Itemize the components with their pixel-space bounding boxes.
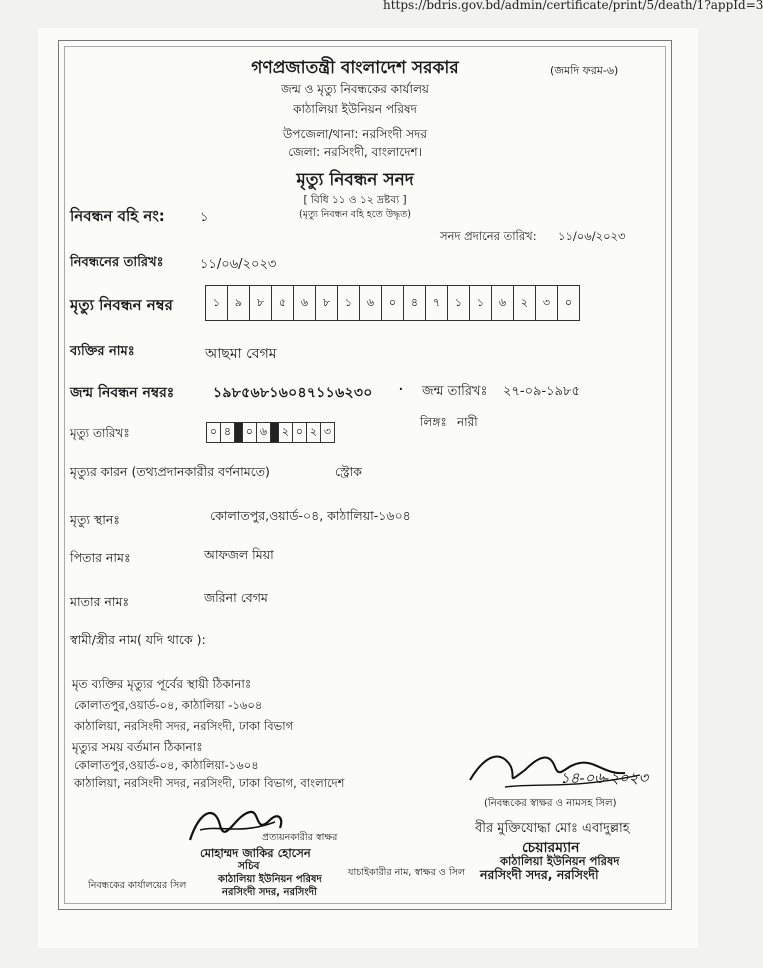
date-separator — [271, 423, 279, 442]
chairman-name: বীর মুক্তিযোদ্ধা মোঃ এবাদুল্লাহ — [475, 821, 630, 836]
mother-label: মাতার নামঃ — [70, 594, 130, 609]
registration-date-label: নিবন্ধনের তারিখঃ — [70, 255, 164, 270]
registration-digit-box: ৬ — [294, 286, 316, 320]
registration-digit-box: ৮ — [250, 286, 272, 320]
registration-digit-box: ১ — [338, 286, 360, 320]
person-name-value: আছমা বেগম — [205, 346, 277, 362]
death-place-label: মৃত্যু স্থানঃ — [70, 512, 120, 527]
registrar-date: ১৪-০৬-২০২৩ — [560, 769, 649, 787]
secretary-name: মোহাম্মদ জাকির হোসেন — [200, 846, 311, 860]
person-name-label: ব্যক্তির নামঃ — [70, 344, 135, 359]
extract-note: (মৃত্যু নিবন্ধন বহি হতে উদ্ধৃত) — [299, 209, 411, 220]
registration-digit-box: ০ — [382, 286, 404, 320]
browser-url: https://bdris.gov.bd/admin/certificate/print/5/death/1?appId=3 — [383, 0, 763, 12]
secretary-union: কাঠালিয়া ইউনিয়ন পরিষদ — [218, 874, 322, 885]
death-date-boxes — [206, 422, 335, 443]
chairman-union: কাঠালিয়া ইউনিয়ন পরিষদ — [500, 854, 620, 868]
death-date-digit-box: ৬ — [257, 423, 271, 442]
book-number-label: নিবন্ধন বহি নং: — [70, 207, 165, 225]
district-line: জেলা: নরসিংদী, বাংলাদেশ। — [288, 145, 422, 159]
issue-date-label: সনদ প্রদানের তারিখ: — [440, 229, 537, 243]
dot-mark: · — [398, 379, 404, 400]
death-date-digit-box: ০ — [243, 423, 257, 442]
sex-value: নারী — [457, 415, 478, 429]
checker-note: যাচাইকারীর নাম, স্বাক্ষর ও সিল — [348, 867, 465, 878]
permanent-address-line1: কোলাতপুর,ওয়ার্ড-০৪, কাঠালিয়া -১৬০৪ — [74, 698, 263, 712]
dob-label: জন্ম তারিখঃ — [422, 384, 488, 399]
registration-digit-box: ৭ — [426, 286, 448, 320]
issue-date-value: ১১/০৬/২০২৩ — [558, 229, 626, 243]
secretary-place: নরসিংদী সদর, নরসিংদী — [222, 887, 317, 898]
death-date-digit-box: ০ — [207, 423, 221, 442]
registration-date-value: ১১/০৬/২০২৩ — [200, 257, 277, 272]
registration-digit-box: ১ — [470, 286, 492, 320]
registration-digit-box: ১ — [206, 286, 228, 320]
date-separator — [235, 423, 243, 442]
registration-digit-box: ৮ — [316, 286, 338, 320]
verifier-note: প্রত্যয়নকারীর স্বাক্ষর — [262, 832, 338, 843]
registration-digit-box: ৩ — [536, 286, 558, 320]
registration-digit-box: ৬ — [360, 286, 382, 320]
upazila-line: উপজেলা/থানা: নরসিংদী সদর — [283, 127, 427, 141]
form-number: (জমদি ফরম-৬) — [550, 64, 619, 77]
certificate-title: মৃত্যু নিবন্ধন সনদ — [296, 170, 414, 190]
registration-digit-box: ৬ — [492, 286, 514, 320]
death-date-label: মৃত্যু তারিখঃ — [70, 426, 130, 440]
father-value: আফজল মিয়া — [204, 547, 274, 562]
chairman-place: নরসিংদী সদর, নরসিংদী — [480, 867, 599, 882]
registration-digit-box: ৫ — [272, 286, 294, 320]
registration-digit-box: ৪ — [404, 286, 426, 320]
chairman-title: চেয়ারম্যান — [522, 840, 580, 856]
death-date-digit-box: ৪ — [221, 423, 235, 442]
government-title: গণপ্রজাতন্ত্রী বাংলাদেশ সরকার — [251, 58, 459, 78]
death-date-digit-box: ২ — [307, 423, 321, 442]
current-address-line1: কোলাতপুর,ওয়ার্ড-০৪, কাঠালিয়া-১৬০৪ — [74, 758, 259, 772]
spouse-label: স্বামী/স্ত্রীর নাম( যদি থাকে ): — [70, 632, 206, 647]
office-seal-note: নিবন্ধকের কার্যালয়ের সিল — [88, 880, 187, 891]
rule-reference: [ বিধি ১১ ও ১২ দ্রষ্টব্য ] — [303, 194, 407, 206]
registration-number-label: মৃত্যু নিবন্ধন নম্বর — [70, 296, 173, 314]
mother-value: জরিনা বেগম — [204, 590, 268, 605]
death-date-digit-box: ০ — [293, 423, 307, 442]
death-place-value: কোলাতপুর,ওয়ার্ড-০৪, কাঠালিয়া-১৬০৪ — [210, 508, 411, 523]
death-date-digit-box: ৩ — [323, 425, 332, 438]
permanent-address-label: মৃত ব্যক্তির মৃত্যুর পূর্বের স্থায়ী ঠিকানাঃ — [72, 677, 252, 691]
permanent-address-line2: কাঠালিয়া, নরসিংদী সদর, নরসিংদী, ঢাকা বিভাগ — [74, 719, 294, 733]
registration-digit-box: ১ — [448, 286, 470, 320]
dob-value: ২৭-০৯-১৯৮৫ — [503, 384, 580, 399]
birth-registration-value: ১৯৮৫৬৮১৬০৪৭১১৬২৩০ — [213, 385, 373, 401]
current-address-line2: কাঠালিয়া, নরসিংদী সদর, নরসিংদী, ঢাকা বিভাগ, বাংলাদেশ — [74, 776, 345, 790]
sex-label: লিঙ্গঃ — [420, 415, 447, 429]
registration-number-boxes — [205, 285, 580, 321]
registration-digit-box: ২ — [514, 286, 536, 320]
registrar-note: (নিবন্ধকের স্বাক্ষর ও নামসহ সিল) — [484, 798, 617, 809]
union-name: কাঠালিয়া ইউনিয়ন পরিষদ — [293, 102, 417, 116]
secretary-title: সচিব — [238, 860, 260, 872]
birth-registration-label: জন্ম নিবন্ধন নম্বরঃ — [70, 385, 175, 401]
current-address-label: মৃত্যুর সময় বর্তমান ঠিকানাঃ — [72, 740, 203, 754]
office-name: জন্ম ও মৃত্যু নিবন্ধকের কার্যালয় — [281, 82, 429, 96]
cause-label: মৃত্যুর কারন (তথ্যপ্রদানকারীর বর্ণনামতে) — [70, 464, 270, 479]
registration-digit-box: ০ — [564, 295, 573, 309]
death-date-digit-box: ২ — [279, 423, 293, 442]
cause-value: স্ট্রোক — [335, 464, 362, 479]
book-number-value: ১ — [200, 210, 209, 225]
father-label: পিতার নামঃ — [70, 550, 131, 565]
registration-digit-box: ৯ — [228, 286, 250, 320]
